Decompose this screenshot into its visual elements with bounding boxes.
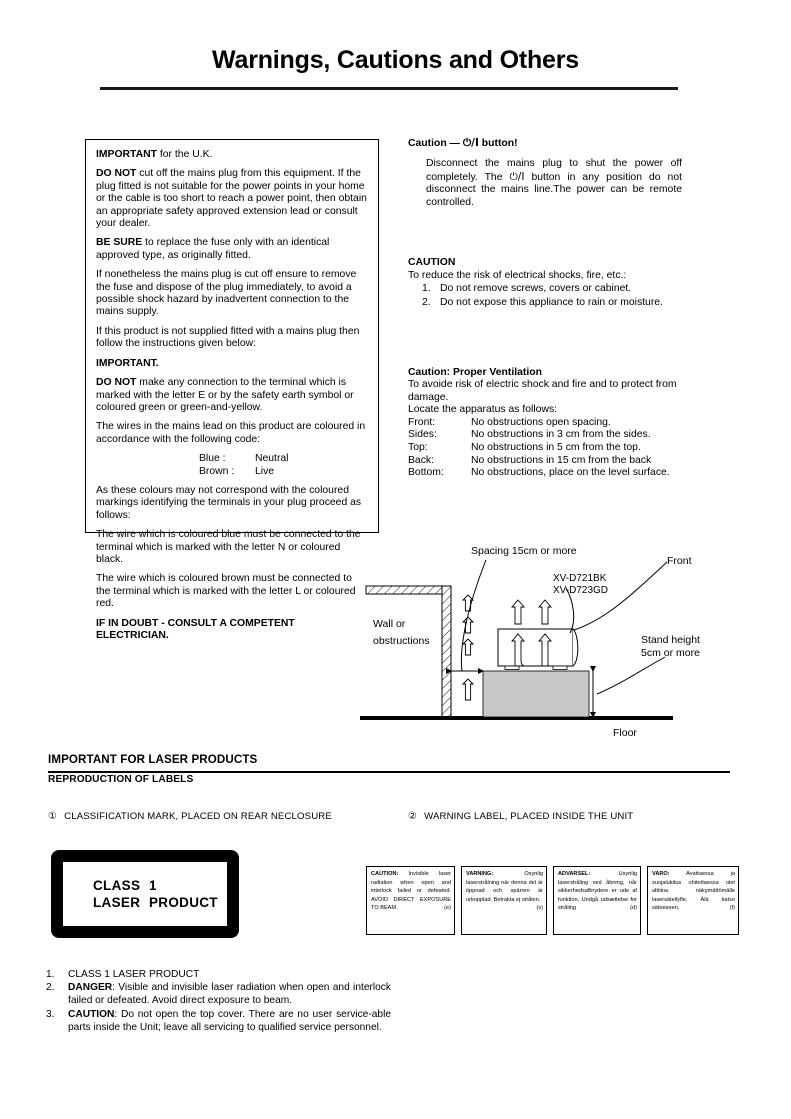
- uk-para-2: [96, 168, 368, 230]
- list-item-text: Do not remove screws, covers or cabinet.: [440, 283, 632, 294]
- table-row: [408, 429, 670, 442]
- warning-label-lead: VARO:: [652, 871, 670, 877]
- list-item-number: 1.: [46, 969, 55, 980]
- warning-label-code: (e): [444, 905, 451, 912]
- list-item-number: 1.: [422, 283, 431, 294]
- laser-divider: [48, 771, 730, 773]
- ventilation-label: Bottom:: [408, 467, 444, 479]
- ventilation-value: No obstructions in 15 cm from the back: [471, 454, 652, 466]
- caution-general-heading: CAUTION: [408, 257, 456, 268]
- list-item-text: : Do not open the top cover. There are no user service-able parts inside the Unit; leave all servicing to qualified service personnel.: [68, 1008, 391, 1033]
- power-standby-icon: ⏻/I: [462, 137, 479, 149]
- diagram-wall-line-1: Wall or: [373, 618, 406, 630]
- list-item-number: 2.: [422, 296, 431, 308]
- uk-para-1-text: for the U.K.: [157, 149, 213, 160]
- table-row: [408, 442, 670, 455]
- caution-power-heading-post: button!: [478, 138, 518, 149]
- uk-para-7-bold: DO NOT: [96, 377, 137, 389]
- uk-para-2-bold: DO NOT: [96, 168, 137, 180]
- warning-label-code: (d): [630, 905, 637, 912]
- warning-label-box: [553, 866, 641, 935]
- ventilation-value: No obstructions open spacing.: [471, 416, 611, 428]
- laser-subheading: REPRODUCTION OF LABELS: [48, 774, 194, 785]
- warning-label-code: (s): [536, 905, 543, 912]
- circled-two-icon: ②: [408, 811, 418, 822]
- title-divider: [100, 87, 678, 90]
- uk-para-1: [96, 149, 368, 161]
- warning-label-lead: VARNING:: [466, 871, 494, 877]
- warning-label-body: [466, 870, 543, 912]
- uk-para-5: If this product is not supplied fitted with a mains plug then follow the instructions given below:: [96, 325, 360, 350]
- laser-caption-1-text: CLASSIFICATION MARK, PLACED ON REAR NECLOSURE: [64, 811, 332, 822]
- wire-code-row: [199, 466, 368, 478]
- caution-power-heading: [408, 137, 698, 150]
- list-item-bold: DANGER: [68, 982, 113, 994]
- ventilation-label: Front:: [408, 416, 436, 428]
- uk-para-4: If nonetheless the mains plug is cut off ensure to remove the fuse and dispose of the plug immediately, to avoid a possible shock hazard by inadvertent connection to the mains supply.: [96, 269, 357, 318]
- warning-label-box: [461, 866, 547, 935]
- list-item-number: 3.: [46, 1008, 55, 1020]
- table-row: [408, 417, 670, 430]
- ventilation-line-2: damage.: [408, 391, 449, 403]
- uk-para-12-bold: IF IN DOUBT - CONSULT A COMPETENT ELECTRICIAN.: [96, 617, 295, 641]
- laser-caption-2: [408, 811, 633, 822]
- warning-label-text: Invisible laser radiation when open and interlock failed or defeated. AVOID DIRECT EXPOSURE TO BEAM.: [371, 871, 451, 912]
- ventilation-diagram: [355, 538, 715, 748]
- list-item: [46, 1008, 391, 1034]
- caution-general-section: [408, 257, 703, 309]
- warning-label-text: Osynlig laserstrålning när denna del är öppnad och spärren är urkopplad. Betrakta ej strålen.: [466, 871, 543, 903]
- ventilation-label: Sides:: [408, 429, 437, 441]
- ventilation-table: [408, 417, 670, 480]
- caution-power-heading-pre: Caution —: [408, 138, 463, 149]
- uk-para-6: [96, 358, 368, 370]
- warning-label-text: Usynlig laserstråling ved åbning, når sikkerhedsafbrydere er ude af funktion. Undgå udsættelse for stråling: [558, 871, 637, 912]
- list-item: [46, 981, 391, 1007]
- diagram-front-label: Front: [667, 555, 692, 567]
- table-row: [408, 467, 670, 480]
- page-title: Warnings, Cautions and Others: [212, 46, 579, 74]
- uk-para-3-bold: BE SURE: [96, 237, 143, 249]
- ventilation-line-1: To avoide risk of electric shock and fire and to protect from: [408, 379, 677, 390]
- class-label-line-1: [93, 877, 227, 894]
- uk-para-2-text: cut off the mains plug from this equipment. If the plug fitted is not suitable for the power points in your home or the cable is too short to reach a power point, then obtain an appropriate safety approved extension lead or consult your dealer.: [96, 168, 367, 230]
- uk-para-10: The wire which is coloured blue must be connected to the terminal which is marked with the letter N or coloured black.: [96, 529, 361, 565]
- diagram-stand-line-2: 5cm or more: [641, 647, 700, 659]
- uk-para-6-bold: IMPORTANT.: [96, 357, 159, 369]
- circled-one-icon: ①: [48, 811, 58, 822]
- class-label-word-4: PRODUCT: [149, 895, 218, 910]
- class-label-word-3: LASER: [93, 895, 141, 910]
- wire-colour-code: [96, 453, 368, 478]
- wire-code-key: Brown :: [199, 465, 235, 477]
- list-item: [46, 968, 391, 981]
- list-item-number: 2.: [46, 982, 55, 994]
- diagram-floor-label: Floor: [613, 727, 637, 739]
- uk-para-8: The wires in the mains lead on this product are coloured in accordance with the following code:: [96, 421, 366, 445]
- diagram-spacing-label: Spacing 15cm or more: [471, 545, 577, 557]
- class-label-word-1: CLASS: [93, 878, 141, 893]
- class-1-laser-product-label: [51, 850, 239, 938]
- diagram-stand-line-1: Stand height: [641, 634, 700, 646]
- warning-label-box: [647, 866, 739, 935]
- caution-power-body: [426, 158, 682, 209]
- warning-label-boxes: [366, 866, 739, 935]
- wire-code-value: Neutral: [255, 453, 289, 465]
- uk-para-7-text: make any connection to the terminal which is marked with the letter E or by the safety earth symbol or coloured green or green-and-yellow.: [96, 377, 354, 413]
- diagram-wall-line-2: obstructions: [373, 635, 430, 647]
- uk-para-9: As these colours may not correspond with the coloured markings identifying the terminals in your plug proceed as follows:: [96, 484, 362, 521]
- list-item: [408, 296, 703, 310]
- laser-heading: IMPORTANT FOR LASER PRODUCTS: [48, 753, 258, 766]
- diagram-model-1: XV-D721BK: [553, 573, 607, 584]
- ventilation-label: Top:: [408, 441, 428, 453]
- uk-para-11: The wire which is coloured brown must be connected to the terminal which is marked with the letter L or coloured red.: [96, 573, 356, 610]
- uk-para-12: [96, 618, 368, 643]
- warning-label-body: [371, 870, 451, 913]
- list-item: [408, 282, 703, 296]
- caution-power-button-section: [408, 137, 698, 209]
- ventilation-line-3: Locate the apparatus as follows:: [408, 404, 558, 416]
- ventilation-value: No obstructions in 5 cm from the top.: [471, 441, 641, 453]
- power-standby-icon: ⏻/I: [509, 170, 525, 183]
- ventilation-heading: Caution: Proper Ventilation: [408, 367, 542, 378]
- ventilation-section: [408, 366, 708, 480]
- uk-para-7: [96, 377, 368, 414]
- caution-general-intro: To reduce the risk of electrical shocks, fire, etc.:: [408, 270, 627, 281]
- diagram-model-2: XV-D723GD: [553, 585, 609, 596]
- warning-label-body: [558, 870, 637, 913]
- laser-notes-list: [46, 968, 391, 1034]
- warning-label-lead: ADVARSEL:: [558, 871, 591, 877]
- list-item-text: CLASS 1 LASER PRODUCT: [68, 969, 200, 980]
- uk-para-3-text: to replace the fuse only with an identical approved type, as originally fitted.: [96, 237, 330, 261]
- uk-para-1-bold: IMPORTANT: [96, 149, 157, 160]
- warning-label-body: [652, 870, 735, 913]
- wire-code-key: Blue :: [199, 453, 226, 465]
- ventilation-value: No obstructions, place on the level surface.: [471, 467, 670, 479]
- caution-power-body-pre: Disconnect the mains plug to shut the power off completely. The: [426, 158, 682, 183]
- list-item-text: : Visible and invisible laser radiation when open and interlock failed or defeated. Avoid direct exposure to beam.: [68, 982, 391, 1007]
- laser-caption-1: [48, 811, 332, 822]
- list-item-bold: CAUTION: [68, 1008, 115, 1020]
- warning-label-text: Avattaessa ja suojalukitus ohitettaessa olet alttiina näkymättömälle lasersäteilyfle. Älä katso säteeseen.: [652, 871, 735, 912]
- caution-power-body-post: button in any position do not disconnect the mains line.The power can be remote controlled.: [426, 171, 682, 208]
- class-label-line-2: [93, 894, 227, 911]
- table-row: [408, 455, 670, 468]
- list-item-text: Do not expose this appliance to rain or moisture.: [440, 296, 663, 308]
- uk-para-3: [96, 237, 368, 262]
- uk-important-box: [85, 139, 379, 641]
- ventilation-value: No obstructions in 3 cm from the sides.: [471, 429, 651, 441]
- caution-general-list: [408, 282, 703, 309]
- warning-label-box: [366, 866, 455, 935]
- wire-code-value: Live: [255, 465, 275, 477]
- class-label-word-2: 1: [149, 878, 157, 893]
- class-label-inner: [63, 862, 227, 926]
- wire-code-row: [199, 453, 368, 465]
- warning-label-lead: CAUTION:: [371, 871, 399, 877]
- warning-label-code: (f): [729, 905, 735, 912]
- laser-caption-2-text: WARNING LABEL, PLACED INSIDE THE UNIT: [424, 811, 634, 822]
- ventilation-label: Back:: [408, 454, 434, 466]
